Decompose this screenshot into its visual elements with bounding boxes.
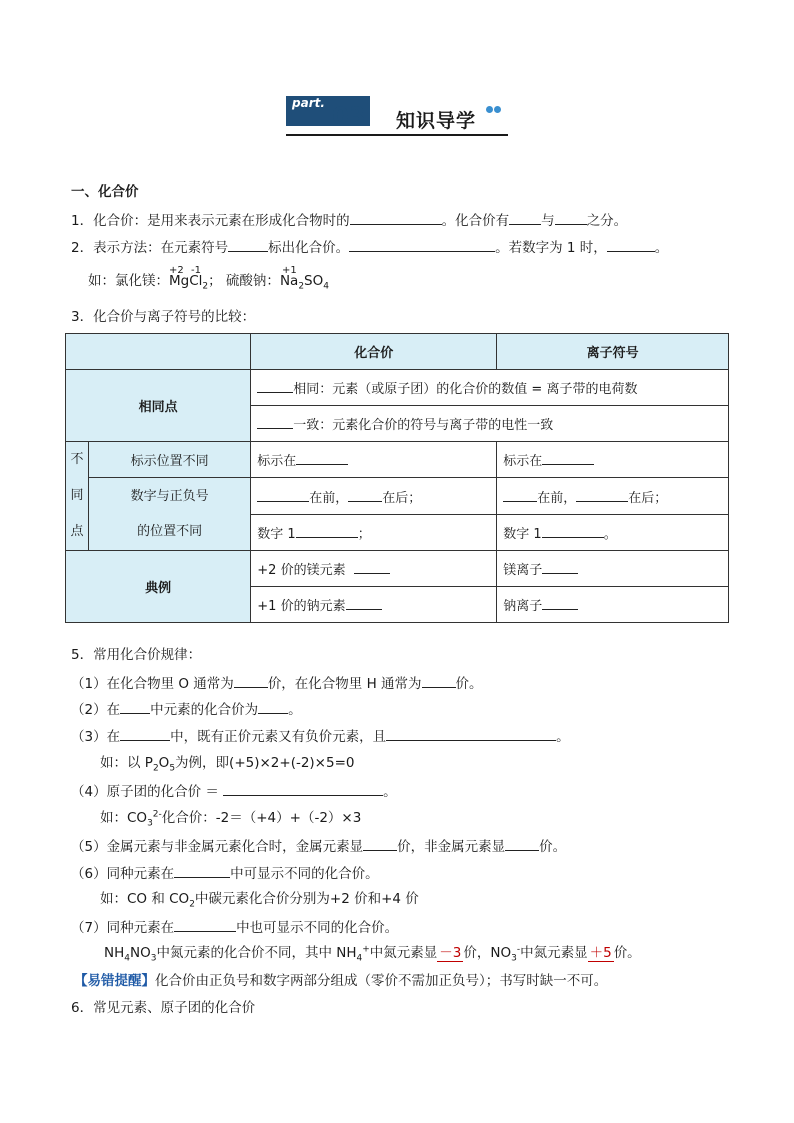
text: （1）在化合物里 O 通常为 [71, 676, 234, 692]
text: 点 [70, 524, 84, 539]
subscript: 5 [169, 763, 176, 774]
rule-7 [71, 917, 398, 937]
heading-common-valence: 6．常见元素、原子团的化合价 [71, 1000, 256, 1016]
subscript: 4 [124, 953, 130, 964]
text: 价，在化合物里 H 通常为 [267, 676, 422, 692]
rule-3 [71, 726, 570, 746]
blank[interactable] [174, 863, 230, 878]
subscript: 4 [323, 281, 329, 292]
tip-label: 【易错提醒】 [74, 973, 155, 989]
blank[interactable] [505, 836, 539, 851]
cell-order-valence-2 [251, 515, 497, 551]
text: 1．化合价：是用来表示元素在形成化合物时的 [71, 213, 350, 229]
oxidation-number: -1 [191, 265, 201, 276]
blank[interactable] [503, 487, 537, 502]
superscript: - [516, 944, 521, 955]
text: 。若数字为 1 时， [495, 240, 607, 256]
text: 标示在 [257, 454, 297, 469]
text: 。 [603, 527, 617, 542]
blank[interactable] [120, 726, 170, 741]
text: Na [279, 273, 299, 289]
rule-3-example [100, 754, 355, 772]
blank[interactable] [354, 559, 390, 574]
text: NH [104, 945, 125, 961]
header-underline [286, 134, 508, 136]
answer-value: ＋5 [589, 945, 612, 961]
text: 。 [654, 240, 669, 256]
blank[interactable] [422, 673, 456, 688]
text: 标示在 [503, 454, 543, 469]
rule-6-example [100, 890, 419, 908]
text: 中氮元素显 [520, 945, 588, 961]
blank[interactable] [258, 699, 288, 714]
blank[interactable] [296, 450, 348, 465]
text: +1 价的钠元素 [257, 599, 346, 614]
text: 在前， [309, 490, 349, 506]
blank[interactable] [542, 450, 594, 465]
blank[interactable] [542, 523, 604, 538]
text: 中氮元素显 [369, 945, 438, 961]
cell-ex-valence-2 [251, 587, 497, 623]
blank[interactable] [257, 378, 293, 393]
subscript: 2 [298, 281, 305, 292]
text: （5）金属元素与非金属元素化合时，金属元素显 [71, 839, 364, 855]
tip-text: 化合价由正负号和数字两部分组成（零价不需加正负号）；书写时缺一不可。 [155, 973, 608, 989]
text: 相同：元素（或原子团）的化合价的数值 = 离子带的电荷数 [293, 382, 638, 397]
blank[interactable] [509, 210, 541, 225]
rule-1 [71, 673, 483, 693]
subscript: 2 [189, 899, 195, 910]
cell-pos-ion [497, 442, 729, 478]
subscript: 2 [202, 281, 209, 292]
text: （4）原子团的化合价 ＝ [71, 784, 224, 800]
line-2 [71, 237, 668, 257]
text: 中碳元素化合价分别为+2 价和+4 价 [194, 891, 419, 907]
text: 中也可显示不同的化合价。 [236, 920, 399, 936]
cell-ex-ion-1 [497, 551, 729, 587]
text: 标出化合价。 [268, 240, 350, 256]
text: 数字 1 [503, 527, 542, 542]
rule-5 [71, 836, 566, 856]
label-same: 相同点 [66, 370, 251, 442]
text: 为例，即(+5)×2+(-2)×5=0 [175, 755, 355, 771]
text: 之分。 [586, 213, 628, 229]
blank[interactable] [555, 210, 587, 225]
cell-order-ion-2 [497, 515, 729, 551]
text: 如：氯化镁： [88, 273, 169, 289]
part-number: 03 [332, 102, 366, 130]
text: 在后； [382, 490, 422, 506]
subscript: 3 [150, 953, 157, 964]
superscript: 2- [152, 809, 162, 820]
blank[interactable] [228, 237, 268, 252]
blank[interactable] [607, 237, 655, 252]
text: 一致：元素化合价的符号与离子带的电性一致 [293, 418, 554, 433]
subscript: 2 [152, 763, 159, 774]
cell-order-ion-1 [497, 478, 729, 515]
text: ； [357, 527, 371, 542]
text: 中可显示不同的化合价。 [230, 866, 379, 882]
blank[interactable] [542, 595, 578, 610]
text: 如：以 P [100, 755, 153, 771]
text: O [158, 755, 170, 771]
section-title: 知识导学 [396, 110, 477, 132]
text: 镁离子 [503, 563, 543, 578]
blank[interactable] [348, 487, 382, 502]
blank[interactable] [257, 487, 309, 502]
text: （3）在 [71, 729, 121, 745]
table-corner [66, 334, 251, 370]
blank[interactable] [386, 726, 556, 741]
heading-rules: 5．常用化合价规律： [71, 647, 202, 663]
cell-ex-valence-1 [251, 551, 497, 587]
rule-6 [71, 863, 379, 883]
text: 2．表示方法：在元素符号 [71, 240, 229, 256]
text: +2 价的镁元素 [257, 563, 346, 578]
answer-value: －3 [439, 945, 462, 961]
text: 同 [70, 488, 84, 503]
text: （6）同种元素在 [71, 866, 175, 882]
cell-order-valence-1 [251, 478, 497, 515]
line-3: 3．化合价与离子符号的比较： [71, 309, 256, 325]
blank[interactable] [349, 237, 495, 252]
blank[interactable] [234, 673, 268, 688]
same-row-2 [251, 406, 729, 442]
line-1 [71, 210, 627, 230]
header-ion: 离子符号 [497, 334, 729, 370]
rule-4-example [100, 809, 361, 827]
text: 中氮元素的化合价不同，其中 NH [156, 945, 357, 961]
blank[interactable] [576, 487, 628, 502]
blank[interactable] [296, 523, 358, 538]
blank[interactable] [120, 699, 150, 714]
text: 数字 1 [257, 527, 296, 542]
subscript: 4 [356, 953, 363, 964]
text: 价，非金属元素显 [397, 839, 506, 855]
blank[interactable] [257, 414, 293, 429]
text: 数字与正负号 [130, 489, 209, 504]
subscript: 3 [147, 818, 153, 829]
oxidation-number: +1 [281, 265, 297, 276]
blank[interactable] [350, 210, 442, 225]
text: 与 [541, 213, 555, 229]
tip-line [74, 972, 607, 990]
text: 。化合价有 [441, 213, 510, 229]
text: 。 [556, 729, 570, 745]
text: 化合价：-2＝（+4）+（-2）×3 [161, 810, 362, 826]
header-valence: 化合价 [251, 334, 497, 370]
blank[interactable] [223, 781, 383, 796]
heading-valence: 一、化合价 [71, 184, 139, 200]
label-order [89, 478, 251, 551]
rule-7-example [104, 944, 641, 962]
section-header [286, 94, 508, 138]
same-row-1 [251, 370, 729, 406]
text: 价。 [539, 839, 567, 855]
text: （2）在 [71, 702, 121, 718]
label-different [66, 442, 89, 551]
text: 在前， [537, 490, 577, 506]
text: 中，既有正价元素又有负价元素，且 [170, 729, 387, 745]
text: 如：CO 和 CO [100, 891, 190, 907]
label-example: 典例 [66, 551, 251, 623]
label-position: 标示位置不同 [89, 442, 251, 478]
text: 在后； [628, 490, 668, 506]
part-label: part. [292, 96, 325, 110]
oxidation-number: +2 [169, 265, 184, 276]
text: Mg [169, 273, 190, 289]
text: 的位置不同 [137, 524, 203, 539]
text: 钠离子 [503, 599, 543, 614]
formula-na2so4 [279, 265, 329, 292]
text: 价。 [455, 676, 483, 692]
text: NO [129, 945, 151, 961]
blank[interactable] [346, 595, 382, 610]
text: 如：CO [100, 810, 148, 826]
superscript: + [362, 944, 370, 955]
text: 。 [288, 702, 302, 718]
cell-pos-valence [251, 442, 497, 478]
text: 价，NO [463, 945, 512, 961]
blank[interactable] [174, 917, 236, 932]
text: 不 [70, 452, 84, 467]
formula-mgcl2 [169, 265, 209, 292]
cell-ex-ion-2 [497, 587, 729, 623]
rule-2 [71, 699, 302, 719]
decor-dots-icon [486, 98, 502, 117]
line-example [88, 265, 329, 292]
blank[interactable] [363, 836, 397, 851]
text: SO [304, 273, 324, 289]
blank[interactable] [542, 559, 578, 574]
text: 价。 [613, 945, 641, 961]
text: （7）同种元素在 [71, 920, 175, 936]
rule-4 [71, 781, 397, 801]
text: ； 硫酸钠： [208, 273, 280, 289]
text: 。 [383, 784, 397, 800]
text: 中元素的化合价为 [150, 702, 259, 718]
subscript: 3 [511, 953, 517, 964]
comparison-table [65, 333, 729, 623]
text: Cl [189, 273, 203, 289]
